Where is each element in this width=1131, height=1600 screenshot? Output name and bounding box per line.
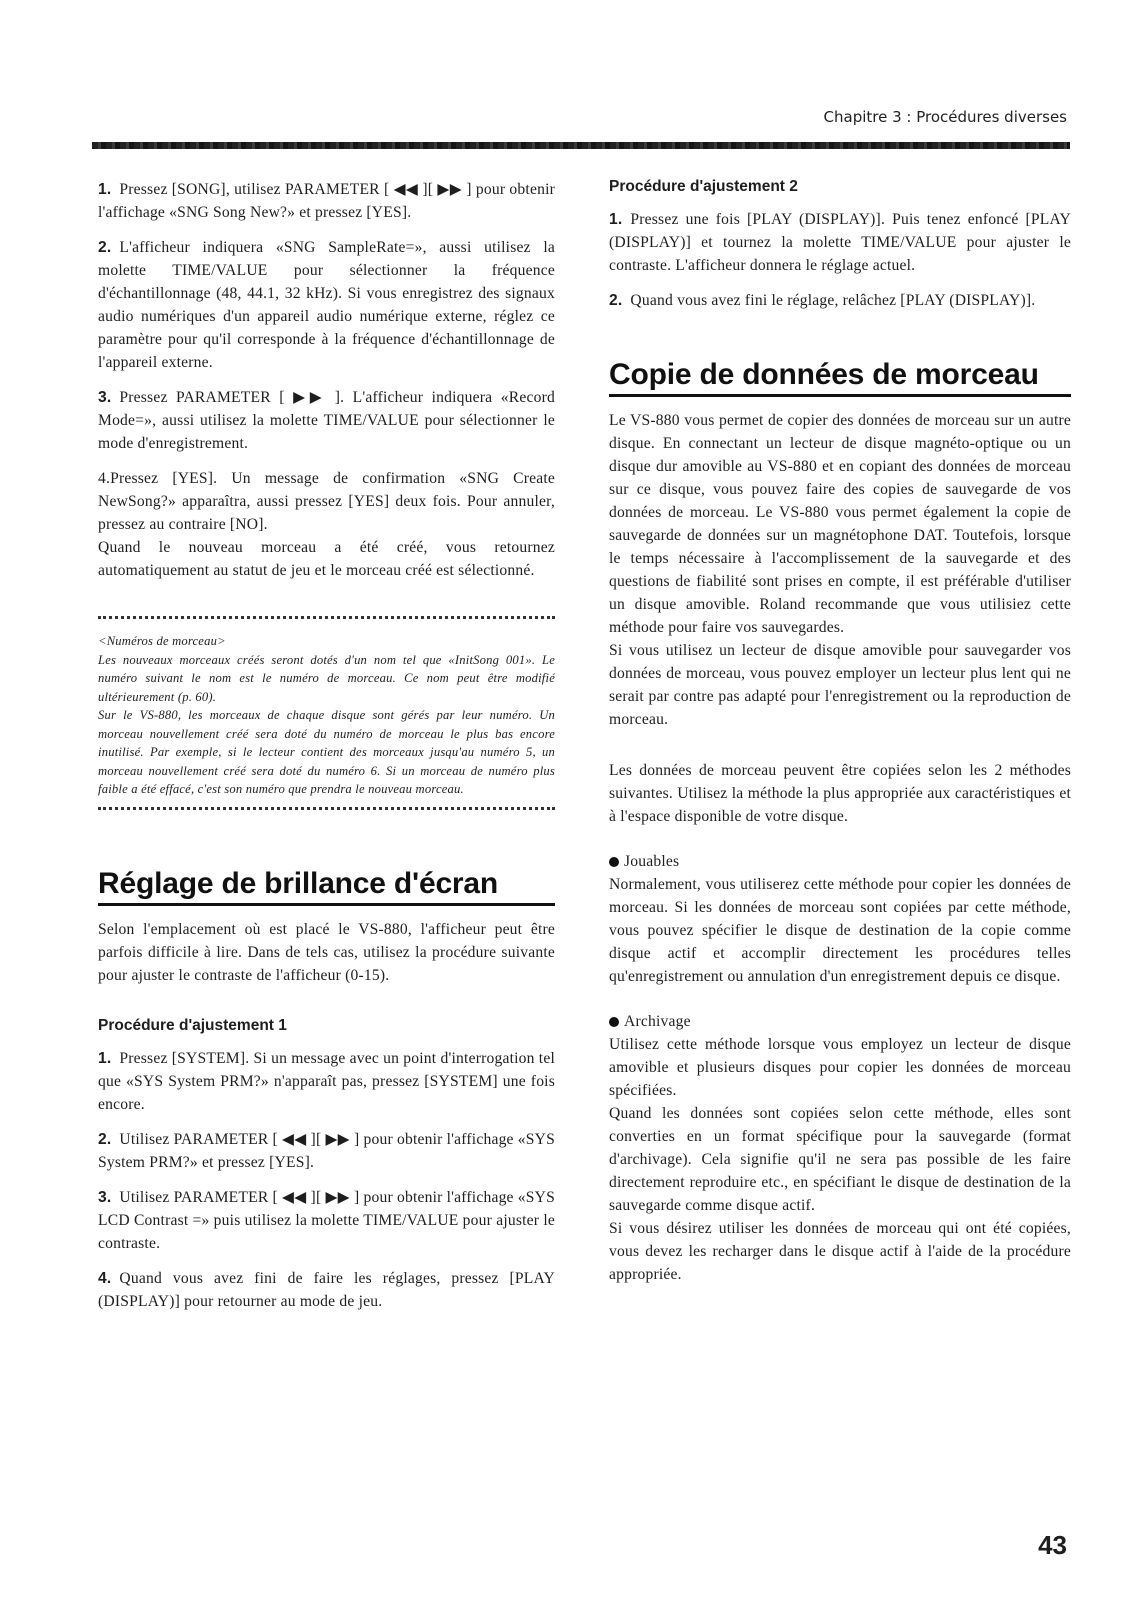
proc2-step xyxy=(609,208,1071,277)
step-number: 4. xyxy=(98,1269,112,1287)
note-divider-top xyxy=(98,616,555,622)
heading-brightness: Réglage de brillance d'écran xyxy=(98,867,555,906)
archivage-text: Quand les données sont copiées selon cette méthode, elles sont converties en un format spécifique pour la sauvegarde (format d'archivage). Cela signifie qu'il ne sera pas possible de les faire directement reproduire etc., en spécifiant le disque de destination de la sauvegarde comme disque actif. xyxy=(609,1105,1071,1214)
step-number: 1. xyxy=(98,181,112,198)
step-text: L'afficheur indiquera «SNG SampleRate=», aussi utilisez la molette TIME/VALUE pour sélectionner la fréquence d'échantillonnage (48, 44.1, 32 kHz). Si vous enregistrez des signaux audio numériques d'un appareil audio numérique externe, réglez ce paramètre pour qu'il corresponde à la fréquence d'échantillonnage de l'appareil externe. xyxy=(98,239,555,371)
step-text: Pressez [SYSTEM]. Si un message avec un point d'interrogation tel que «SYS System PRM?» n'apparaît pas, pressez [SYSTEM] une fois encore. xyxy=(98,1049,555,1113)
step-number: 3. xyxy=(98,1188,112,1206)
proc1-step xyxy=(98,1186,555,1255)
archivage-text: Utilisez cette méthode lorsque vous employez un lecteur de disque amovible et plusieurs disques pour copier les données de morceau spécifiées. xyxy=(609,1036,1071,1099)
bullet-label: Archivage xyxy=(624,1013,691,1030)
note-paragraph: Les nouveaux morceaux créés seront dotés d'un nom tel que «InitSong 001». Le numéro suivant le nom est le numéro de morceau. Ce nom peut être modifié ultérieurement (p. 60). xyxy=(98,652,555,704)
song-step xyxy=(98,178,555,224)
step-text: Pressez PARAMETER [ ▶▶ ]. L'afficheur indiquera «Record Mode=», aussi utilisez la molette TIME/VALUE pour sélectionner le mode d'enregistrement. xyxy=(98,389,555,452)
note-paragraph: Sur le VS-880, les morceaux de chaque disque sont gérés par leur numéro. Un morceau nouvellement créé sera doté du numéro de morceau le plus bas encore inutilisé. Par exemple, si le lecteur contient des morceaux jusqu'au numéro 5, un morceau nouvellement créé sera doté du numéro 6. Si un morceau de numéro plus faible a été effacé, c'est son numéro que prendra le nouveau morceau. xyxy=(98,708,555,796)
heading-copy: Copie de données de morceau xyxy=(609,358,1071,397)
copy-paragraph: Le VS-880 vous permet de copier des données de morceau sur un autre disque. En connectant un lecteur de disque magnéto-optique ou un disque dur amovible au VS-880 et en copiant des données de morceau sur ce disque, vous pouvez faire des copies de sauvegarde de vos données de morceau. Le VS-880 vous permet également la copie de sauvegarde de données sur un magnétophone DAT. Toutefois, lorsque le temps nécessaire à l'accomplissement de la sauvegarde et des questions de fiabilité sont prises en compte, il est préférable d'utiliser un disque amovible. Roland recommande que vous utilisiez cette méthode pour faire vos sauvegardes. xyxy=(609,412,1071,636)
archivage-text: Si vous désirez utiliser les données de morceau qui ont été copiées, vous devez les recharger dans le disque actif à l'aide de la procédure appropriée. xyxy=(609,1220,1071,1283)
archivage-bullet xyxy=(609,1010,1071,1033)
step-text: Pressez [YES]. Un message de confirmation «SNG Create NewSong?» apparaîtra, aussi pressez [YES] deux fois. Pour annuler, pressez au contraire [NO]. xyxy=(98,470,555,533)
copy-paragraph: Les données de morceau peuvent être copiées selon les 2 méthodes suivantes. Utilisez la méthode la plus appropriée aux caractéristiques et à l'espace disponible de votre disque. xyxy=(609,762,1071,825)
step-number: 2. xyxy=(609,292,623,309)
proc1-step xyxy=(98,1047,555,1116)
song-number-note xyxy=(98,632,555,799)
step-number: 3. xyxy=(98,389,112,406)
left-column xyxy=(98,178,555,1325)
copy-paragraph: Si vous utilisez un lecteur de disque amovible pour sauvegarder vos données de morceau, vous pouvez employer un lecteur plus lent qui ne serait par contre pas adapté pour l'enregistrement ou la reproduction de morceau. xyxy=(609,642,1071,728)
page-number: 43 xyxy=(1038,1530,1067,1560)
procedure-1-title: Procédure d'ajustement 1 xyxy=(98,1016,287,1034)
step-number: 1. xyxy=(609,211,623,228)
bullet-dot-icon xyxy=(609,1017,619,1027)
step-number: 2. xyxy=(98,1130,112,1148)
jouables-bullet xyxy=(609,850,1071,873)
step-text: Utilisez PARAMETER [ ◀◀ ][ ▶▶ ] pour obtenir l'affichage «SYS LCD Contrast =» puis utilisez la molette TIME/VALUE pour ajuster le contraste. xyxy=(98,1188,555,1252)
step-text: Utilisez PARAMETER [ ◀◀ ][ ▶▶ ] pour obtenir l'affichage «SYS System PRM?» et pressez [YES]. xyxy=(98,1130,555,1171)
step-number: 4. xyxy=(98,470,111,487)
note-title: <Numéros de morceau> xyxy=(98,634,226,648)
proc2-step xyxy=(609,289,1071,312)
note-divider-bottom xyxy=(98,807,555,813)
bullet-label: Jouables xyxy=(624,853,680,870)
after-steps-text: Quand le nouveau morceau a été créé, vous retournez automatiquement au statut de jeu et le morceau créé est sélectionné. xyxy=(98,539,555,579)
step-number: 2. xyxy=(98,239,112,256)
song-step xyxy=(98,467,555,536)
song-step xyxy=(98,386,555,455)
step-text: Quand vous avez fini le réglage, relâchez [PLAY (DISPLAY)]. xyxy=(630,292,1036,309)
procedure-2-title: Procédure d'ajustement 2 xyxy=(609,178,798,195)
right-column xyxy=(609,178,1071,1286)
header-rule xyxy=(92,142,1070,149)
step-text: Pressez [SONG], utilisez PARAMETER [ ◀◀ ][ ▶▶ ] pour obtenir l'affichage «SNG Song New?» et pressez [YES]. xyxy=(98,181,555,221)
step-text: Pressez une fois [PLAY (DISPLAY)]. Puis tenez enfoncé [PLAY (DISPLAY)] et tournez la molette TIME/VALUE pour ajuster le contraste. L'afficheur donnera le réglage actuel. xyxy=(609,211,1071,274)
jouables-text: Normalement, vous utiliserez cette méthode pour copier les données de morceau. Si les données de morceau sont copiées par cette méthode, vous pouvez spécifier le disque de destination de la copie comme disque actif et accomplir directement les procédures telles qu'enregistrement ou annulation d'un enregistrement depuis ce disque. xyxy=(609,876,1071,985)
brightness-intro: Selon l'emplacement où est placé le VS-880, l'afficheur peut être parfois difficile à lire. Dans de tels cas, utilisez la procédure suivante pour ajuster le contraste de l'afficheur (0-15). xyxy=(98,920,555,984)
step-text: Quand vous avez fini de faire les réglages, pressez [PLAY (DISPLAY)] pour retourner au mode de jeu. xyxy=(98,1269,555,1310)
step-number: 1. xyxy=(98,1049,112,1067)
proc1-step xyxy=(98,1128,555,1174)
chapter-header: Chapitre 3 : Procédures diverses xyxy=(823,108,1067,126)
bullet-dot-icon xyxy=(609,857,619,867)
song-step xyxy=(98,236,555,374)
proc1-step xyxy=(98,1267,555,1313)
